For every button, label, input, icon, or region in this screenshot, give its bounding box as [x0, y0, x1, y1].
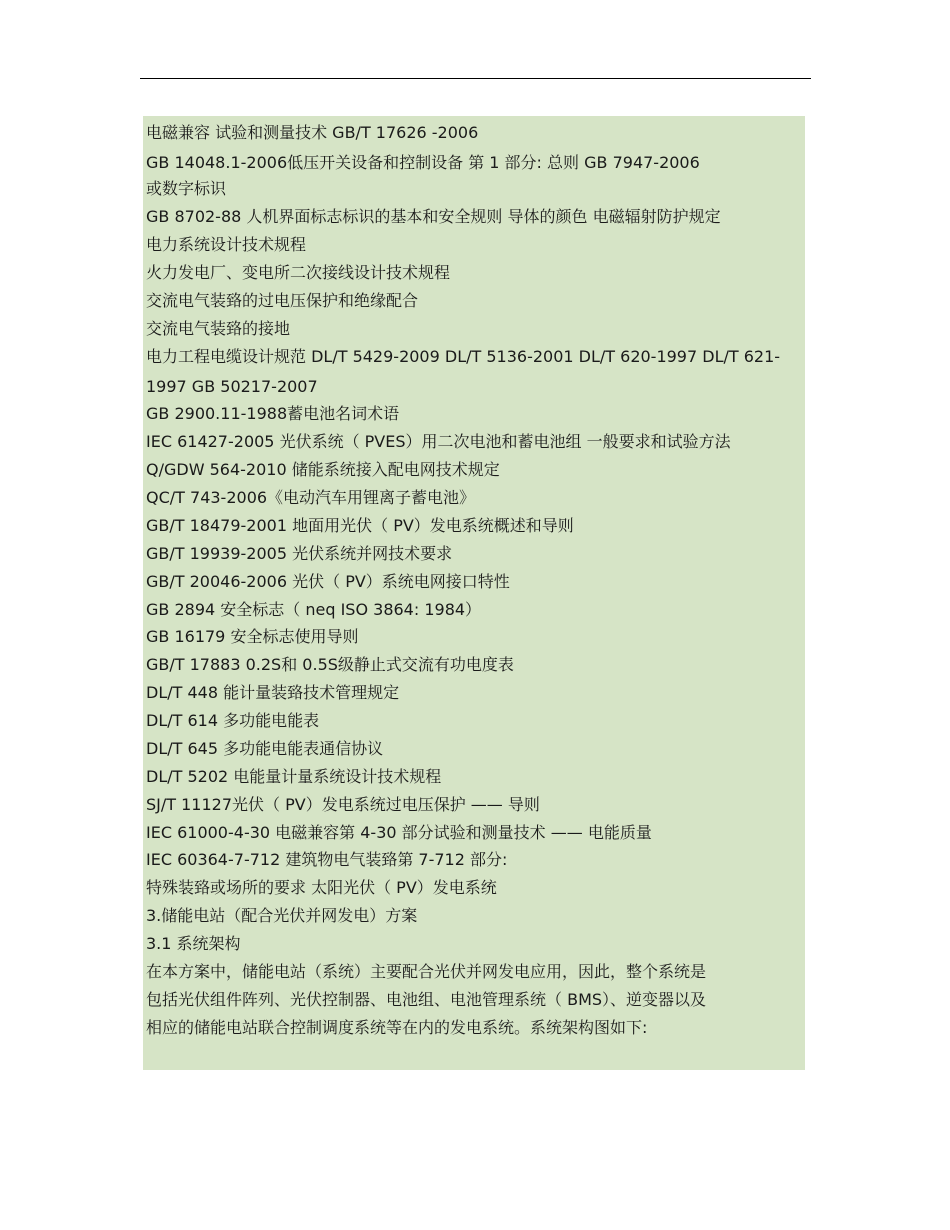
- text-line: IEC 60364-7-712 建筑物电气装臵第 7-712 部分:: [146, 850, 508, 869]
- text-line: 或数字标识: [146, 179, 227, 198]
- text-line: GB 2894 安全标志（ neq ISO 3864: 1984）: [146, 600, 482, 619]
- text-line: 火力发电厂、变电所二次接线设计技术规程: [146, 263, 451, 282]
- text-line: DL/T 448 能计量装臵技术管理规定: [146, 683, 400, 702]
- text-line: 电磁兼容 试验和测量技术 GB/T 17626 -2006: [146, 123, 479, 142]
- text-line: GB/T 17883 0.2S和 0.5S级静止式交流有功电度表: [146, 655, 514, 674]
- text-line: GB 16179 安全标志使用导则: [146, 627, 359, 646]
- text-line: 交流电气装臵的过电压保护和绝缘配合: [146, 291, 419, 310]
- text-line: GB 8702-88 人机界面标志标识的基本和安全规则 导体的颜色 电磁辐射防护规定: [146, 207, 721, 226]
- text-line: DL/T 645 多功能电能表通信协议: [146, 739, 384, 758]
- text-line: 交流电气装臵的接地: [146, 319, 291, 338]
- text-line: 包括光伏组件阵列、光伏控制器、电池组、电池管理系统（ BMS）、逆变器以及: [146, 990, 707, 1009]
- text-line: 电力系统设计技术规程: [146, 235, 307, 254]
- text-line: 在本方案中，储能电站（系统）主要配合光伏并网发电应用，因此，整个系统是: [146, 962, 707, 981]
- text-line: DL/T 614 多功能电能表: [146, 711, 320, 730]
- text-line: 特殊装臵或场所的要求 太阳光伏（ PV）发电系统: [146, 878, 497, 897]
- text-line: IEC 61427-2005 光伏系统（ PVES）用二次电池和蓄电池组 一般要求和试验方法: [146, 432, 731, 451]
- text-line: GB/T 20046-2006 光伏（ PV）系统电网接口特性: [146, 572, 510, 591]
- text-line: GB 2900.11-1988蓄电池名词术语: [146, 404, 400, 423]
- text-line: SJ/T 11127光伏（ PV）发电系统过电压保护 —— 导则: [146, 795, 540, 814]
- text-line: 3.储能电站（配合光伏并网发电）方案: [146, 906, 418, 925]
- content-box: [143, 116, 805, 1070]
- text-line: QC/T 743-2006《电动汽车用锂离子蓄电池》: [146, 488, 476, 507]
- text-line: Q/GDW 564-2010 储能系统接入配电网技术规定: [146, 460, 500, 479]
- text-line: 1997 GB 50217-2007: [146, 377, 318, 396]
- text-line: GB 14048.1-2006低压开关设备和控制设备 第 1 部分: 总则 GB 7947-2006: [146, 153, 700, 172]
- text-line: IEC 61000-4-30 电磁兼容第 4-30 部分试验和测量技术 —— 电能质量: [146, 823, 652, 842]
- header-rule: [140, 78, 811, 79]
- text-line: GB/T 18479-2001 地面用光伏（ PV）发电系统概述和导则: [146, 516, 574, 535]
- text-line: GB/T 19939-2005 光伏系统并网技术要求: [146, 544, 453, 563]
- text-line: DL/T 5202 电能量计量系统设计技术规程: [146, 767, 442, 786]
- text-line: 电力工程电缆设计规范 DL/T 5429-2009 DL/T 5136-2001 DL/T 620-1997 DL/T 621-: [146, 347, 781, 366]
- text-line: 3.1 系统架构: [146, 934, 241, 953]
- text-line: 相应的储能电站联合控制调度系统等在内的发电系统。系统架构图如下:: [146, 1018, 648, 1037]
